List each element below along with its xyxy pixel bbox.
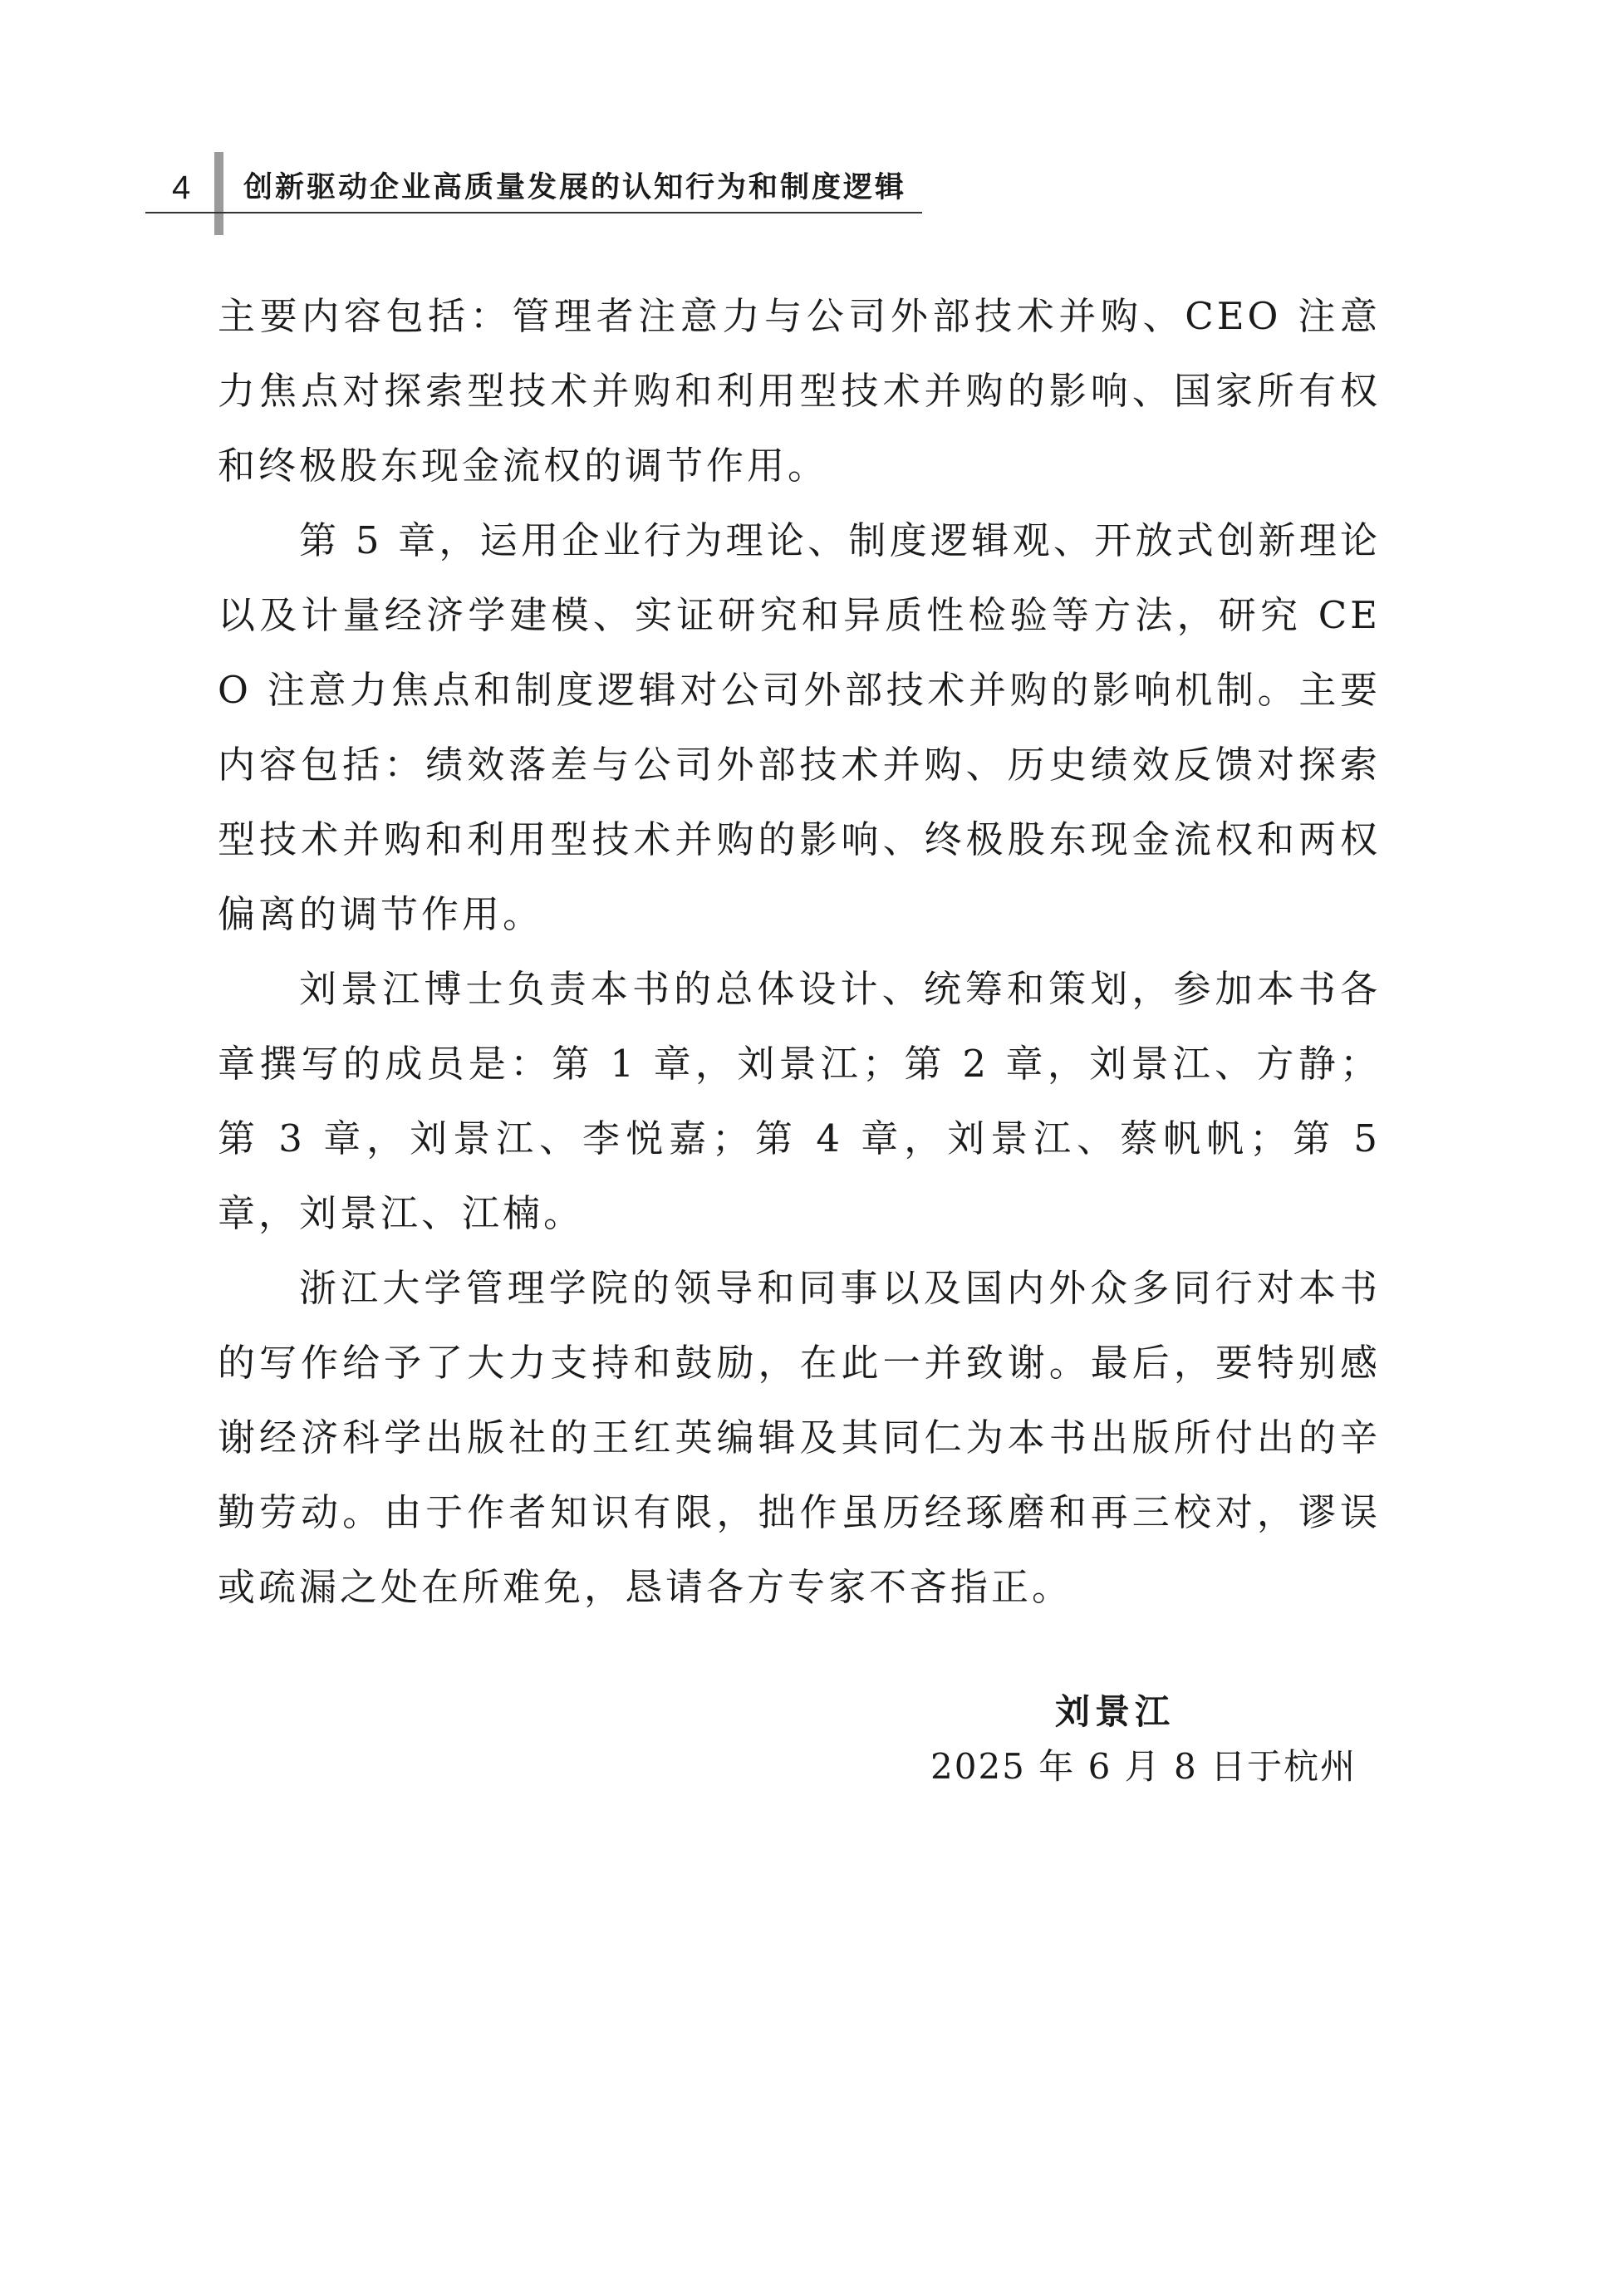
page-header bbox=[145, 141, 930, 241]
body-text bbox=[218, 279, 1381, 1625]
paragraph-contributors: 刘景江博士负责本书的总体设计、统筹和策划，参加本书各章撰写的成员是：第 1 章，刘景江；第 2 章，刘景江、方静；第 3 章，刘景江、李悦嘉；第 4 章，刘景江、蔡帆帆；第 5 章，刘景江、江楠。 bbox=[218, 967, 1381, 1235]
header-rule bbox=[145, 212, 922, 213]
page-number: 4 bbox=[172, 169, 191, 206]
signature-date: 2025 年 6 月 8 日于杭州 bbox=[930, 1746, 1357, 1787]
paragraph-acknowledgements: 浙江大学管理学院的领导和同事以及国内外众多同行对本书的写作给予了大力支持和鼓励，在此一并致谢。最后，要特别感谢经济科学出版社的王红英编辑及其同仁为本书出版所付出的辛勤劳动。由于作者知识有限，拙作虽历经琢磨和再三校对，谬误或疏漏之处在所难免，恳请各方专家不吝指正。 bbox=[218, 1266, 1381, 1609]
paragraph-chapter4-summary: 主要内容包括：管理者注意力与公司外部技术并购、CEO 注意力焦点对探索型技术并购和利用型技术并购的影响、国家所有权和终极股东现金流权的调节作用。 bbox=[218, 294, 1381, 488]
author-signature: 刘景江 bbox=[1055, 1691, 1176, 1732]
header-divider-bar bbox=[214, 152, 223, 235]
running-title: 创新驱动企业高质量发展的认知行为和制度逻辑 bbox=[243, 170, 907, 204]
paragraph-chapter5: 第 5 章，运用企业行为理论、制度逻辑观、开放式创新理论以及计量经济学建模、实证研究和异质性检验等方法，研究 CEO 注意力焦点和制度逻辑对公司外部技术并购的影响机制。主要内容包括：绩效落差与公司外部技术并购、历史绩效反馈对探索型技术并购和利用型技术并购的影响、终极股东现金流权和两权偏离的调节作用。 bbox=[218, 518, 1381, 936]
